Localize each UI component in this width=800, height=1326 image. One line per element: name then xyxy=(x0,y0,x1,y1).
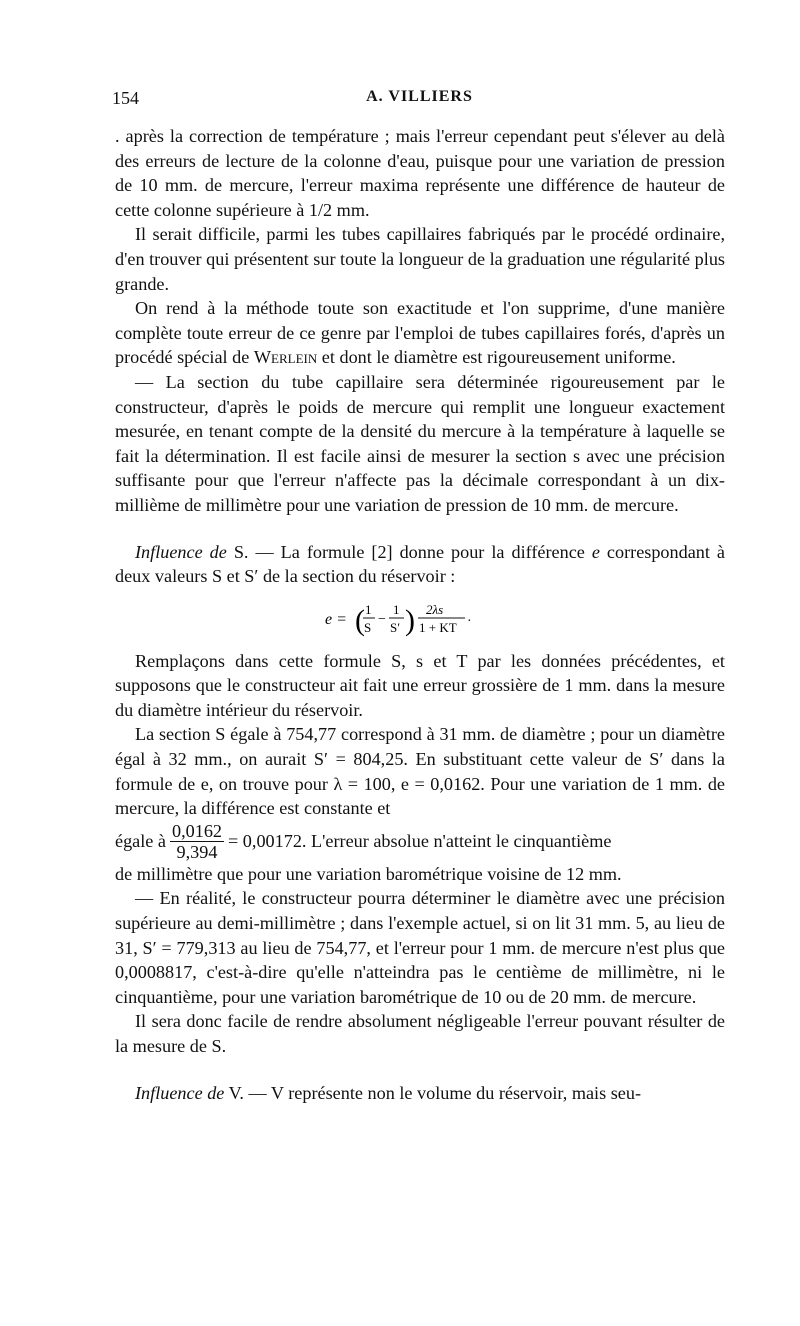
formula-lhs: e = xyxy=(325,610,347,628)
page-header xyxy=(112,88,727,112)
formula-minus: − xyxy=(378,611,386,627)
paragraph-7: La section S égale à 754,77 correspond à 31 mm. de diamètre ; pour un diamètre égal à 32 mm., on aurait S′ = 804,25. En substituant cette valeur de S′ dans la formule de e, on trouve pour λ = 100, e = 0,0162. Pour une variation de 1 mm. de mercure, la différence est constante et xyxy=(115,724,725,819)
paragraph-3-part-a: On rend à la méthode toute son exactitude et l'on supprime, d'une manière complète toute erreur de ce genre par l'emploi de tubes capillaires forés, d'après un procédé spécial de xyxy=(115,298,725,368)
paragraph-1: . après la correction de température ; mais l'erreur cependant peut s'élever au delà des erreurs de lecture de la colonne d'eau, puisque pour une variation de pression de 10 mm. de mercure, l'erreur maxima représente une différence de hauteur de cette colonne supérieure à 1/2 mm. xyxy=(115,126,725,220)
fraction-0-0162-over-9-394 xyxy=(170,821,224,862)
body-text xyxy=(115,124,725,1105)
formula-one-a: 1 xyxy=(365,601,372,617)
paragraph-5-part-a: S. — La formule [2] donne pour la différence xyxy=(226,541,592,562)
paragraph-7-egale: égale à xyxy=(115,831,166,852)
formula-svg xyxy=(325,597,515,641)
paragraph-10-text: V. — V représente non le volume du réservoir, mais seu- xyxy=(224,1082,642,1103)
paragraph-7-end: de millimètre que pour une variation barométrique voisine de 12 mm. xyxy=(115,863,622,884)
section-heading-influence-v: Influence de xyxy=(135,1082,225,1103)
page-number: 154 xyxy=(112,88,139,108)
paragraph-9: Il sera donc facile de rendre absolument négligeable l'erreur pouvant résulter de la mesure de S. xyxy=(115,1011,725,1056)
paragraph-influence-s xyxy=(115,540,725,589)
formula-numerator: 2λs xyxy=(426,601,444,617)
formula-s: S xyxy=(364,619,372,635)
formula-s-prime: S′ xyxy=(390,619,401,635)
paragraph-6: Remplaçons dans cette formule S, s et T par les données précédentes, et supposons que le constructeur ait fait une erreur grossière de 1 mm. dans la mesure du diamètre intérieur du réservoir. xyxy=(115,650,725,720)
paragraph-influence-v xyxy=(115,1081,725,1106)
paragraph-2: Il serait difficile, parmi les tubes capillaires fabriqués par le procédé ordinaire, d'en trouver qui présentent sur toute la longueur de la graduation une régularité plus grande. xyxy=(115,224,725,294)
fraction-denominator: 9,394 xyxy=(176,841,218,862)
fraction-numerator: 0,0162 xyxy=(171,820,222,841)
running-head: A. VILLIERS xyxy=(366,88,473,105)
variable-e: e xyxy=(591,541,600,562)
formula-denominator: 1 + KT xyxy=(419,619,457,635)
paragraph-7-fraction-line xyxy=(115,821,725,862)
paragraph-3-part-b: et dont le diamètre est rigoureusement uniforme. xyxy=(317,347,676,368)
paragraph-5-part-b: correspondant à deux valeurs S et S′ de la section du réservoir : xyxy=(115,541,726,587)
formula-paren-right: ) xyxy=(405,603,415,637)
paragraph-4: — La section du tube capillaire sera déterminée rigoureusement par le constructeur, d'après le poids de mercure qui remplit une longueur exactement mesurée, en tenant compte de la densité du mercure à la température à laquelle se fait la détermination. Il est facile ainsi de mesurer la section s avec une précision suffisante pour que l'erreur n'affecte pas la décimale correspondant à un dix-millième de millimètre pour une variation de pression de 10 mm. de mercure. xyxy=(115,371,725,515)
formula-paren-left: ( xyxy=(355,603,365,637)
section-heading-influence-s: Influence de xyxy=(135,541,227,562)
formula-e xyxy=(115,597,725,641)
author-name-werlein: Werlein xyxy=(253,347,318,368)
formula-one-b: 1 xyxy=(393,601,400,617)
paragraph-7-rest: = 0,00172. L'erreur absolue n'atteint le cinquantième xyxy=(228,831,612,852)
paragraph-3 xyxy=(115,296,725,370)
formula-dot: · xyxy=(467,613,472,629)
paragraph-8: — En réalité, le constructeur pourra déterminer le diamètre avec une précision supérieure au demi-millimètre ; dans l'exemple actuel, si on lit 31 mm. 5, au lieu de 31, S′ = 779,313 au lieu de 754,77, et l'erreur pour 1 mm. de mercure n'est plus que 0,0008817, c'est-à-dire qu'elle n'atteindra pas le centième de millimètre, ni le cinquantième, pour une variation barométrique de 10 ou de 20 mm. de mercure. xyxy=(115,888,725,1007)
